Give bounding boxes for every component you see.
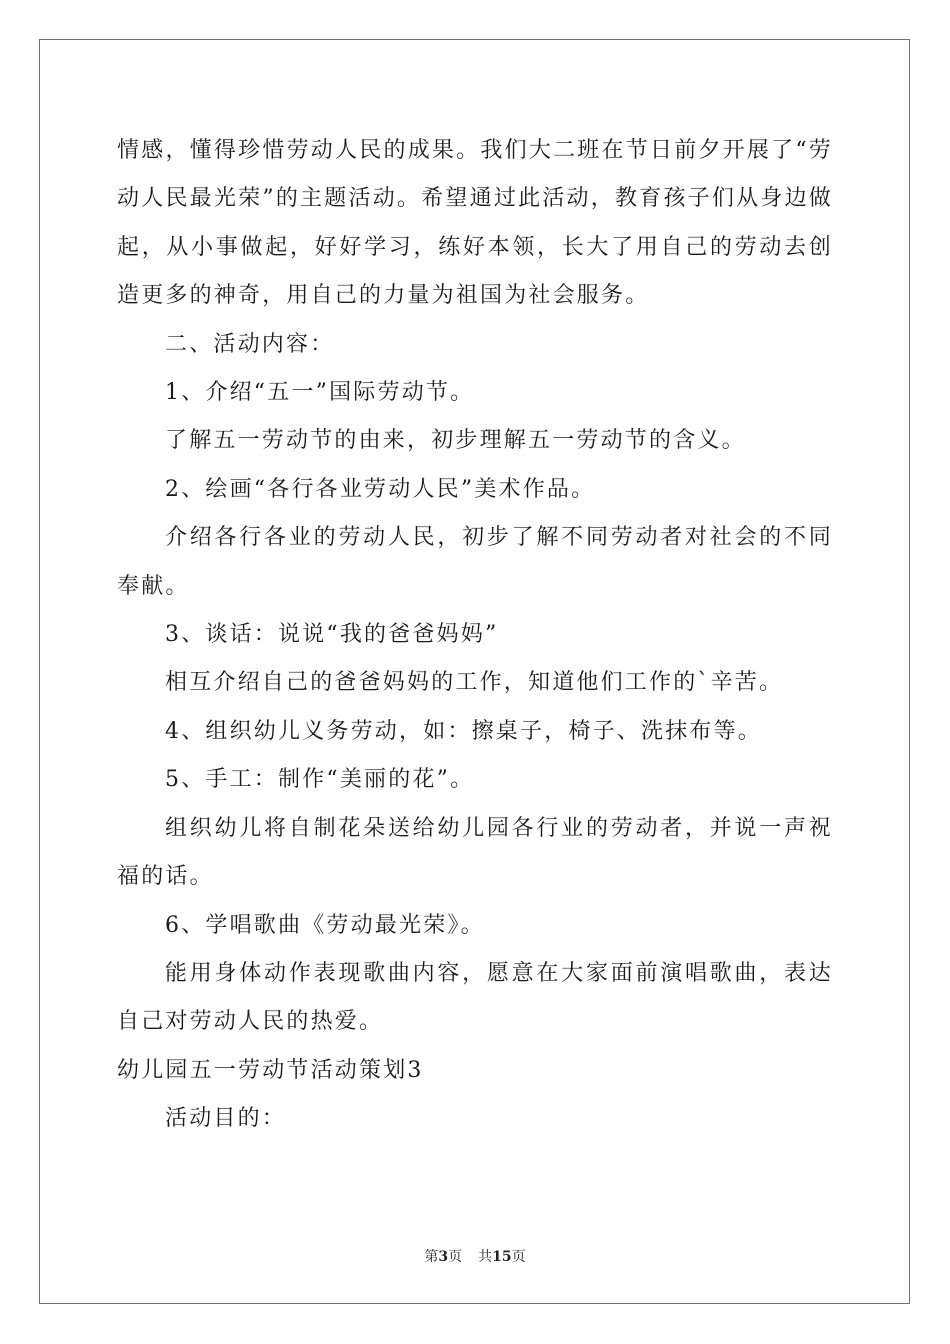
page-footer — [0, 1248, 950, 1266]
total-prefix: 共 — [478, 1249, 493, 1265]
page-number: 3 — [438, 1249, 449, 1265]
list-item: 1、介绍“五一”国际劳动节。 — [165, 380, 475, 406]
section-heading: 活动目的： — [165, 1106, 287, 1132]
list-item: 3、谈话：说说“我的爸爸妈妈” — [165, 622, 499, 648]
document-title: 幼儿园五一劳动节活动策划3 — [117, 1057, 424, 1083]
list-item: 2、绘画“各行各业劳动人民”美术作品。 — [165, 476, 596, 502]
list-item: 6、学唱歌曲《劳动最光荣》。 — [165, 912, 485, 938]
paragraph: 介绍各行各业的劳动人民，初步了解不同劳动者对社会的不同奉献。 — [117, 525, 833, 599]
list-item: 5、手工：制作“美丽的花”。 — [165, 767, 475, 793]
section-heading: 二、活动内容： — [165, 331, 335, 357]
list-item: 4、组织幼儿义务劳动，如：擦桌子，椅子、洗抹布等。 — [165, 718, 762, 744]
paragraph: 情感，懂得珍惜劳动人民的成果。我们大二班在节日前夕开展了“劳动人民最光荣”的主题活动。希望通过此活动，教育孩子们从身边做起，从小事做起，好好学习，练好本领，长大了用自己的劳动去创造更多的神奇，用自己的力量为祖国为社会服务。 — [117, 138, 833, 309]
paragraph: 了解五一劳动节的由来，初步理解五一劳动节的含义。 — [165, 428, 746, 454]
document-body — [117, 127, 833, 1144]
paragraph: 能用身体动作表现歌曲内容，愿意在大家面前演唱歌曲，表达自己对劳动人民的热爱。 — [117, 960, 833, 1035]
total-pages: 15 — [492, 1249, 512, 1265]
paragraph: 组织幼儿将自制花朵送给幼儿园各行业的劳动者，并说一声祝福的话。 — [117, 815, 833, 890]
paragraph: 相互介绍自己的爸爸妈妈的工作，知道他们工作的`辛苦。 — [165, 670, 784, 696]
total-suffix: 页 — [511, 1249, 526, 1265]
page-suffix: 页 — [448, 1249, 463, 1265]
page-prefix: 第 — [424, 1249, 439, 1265]
